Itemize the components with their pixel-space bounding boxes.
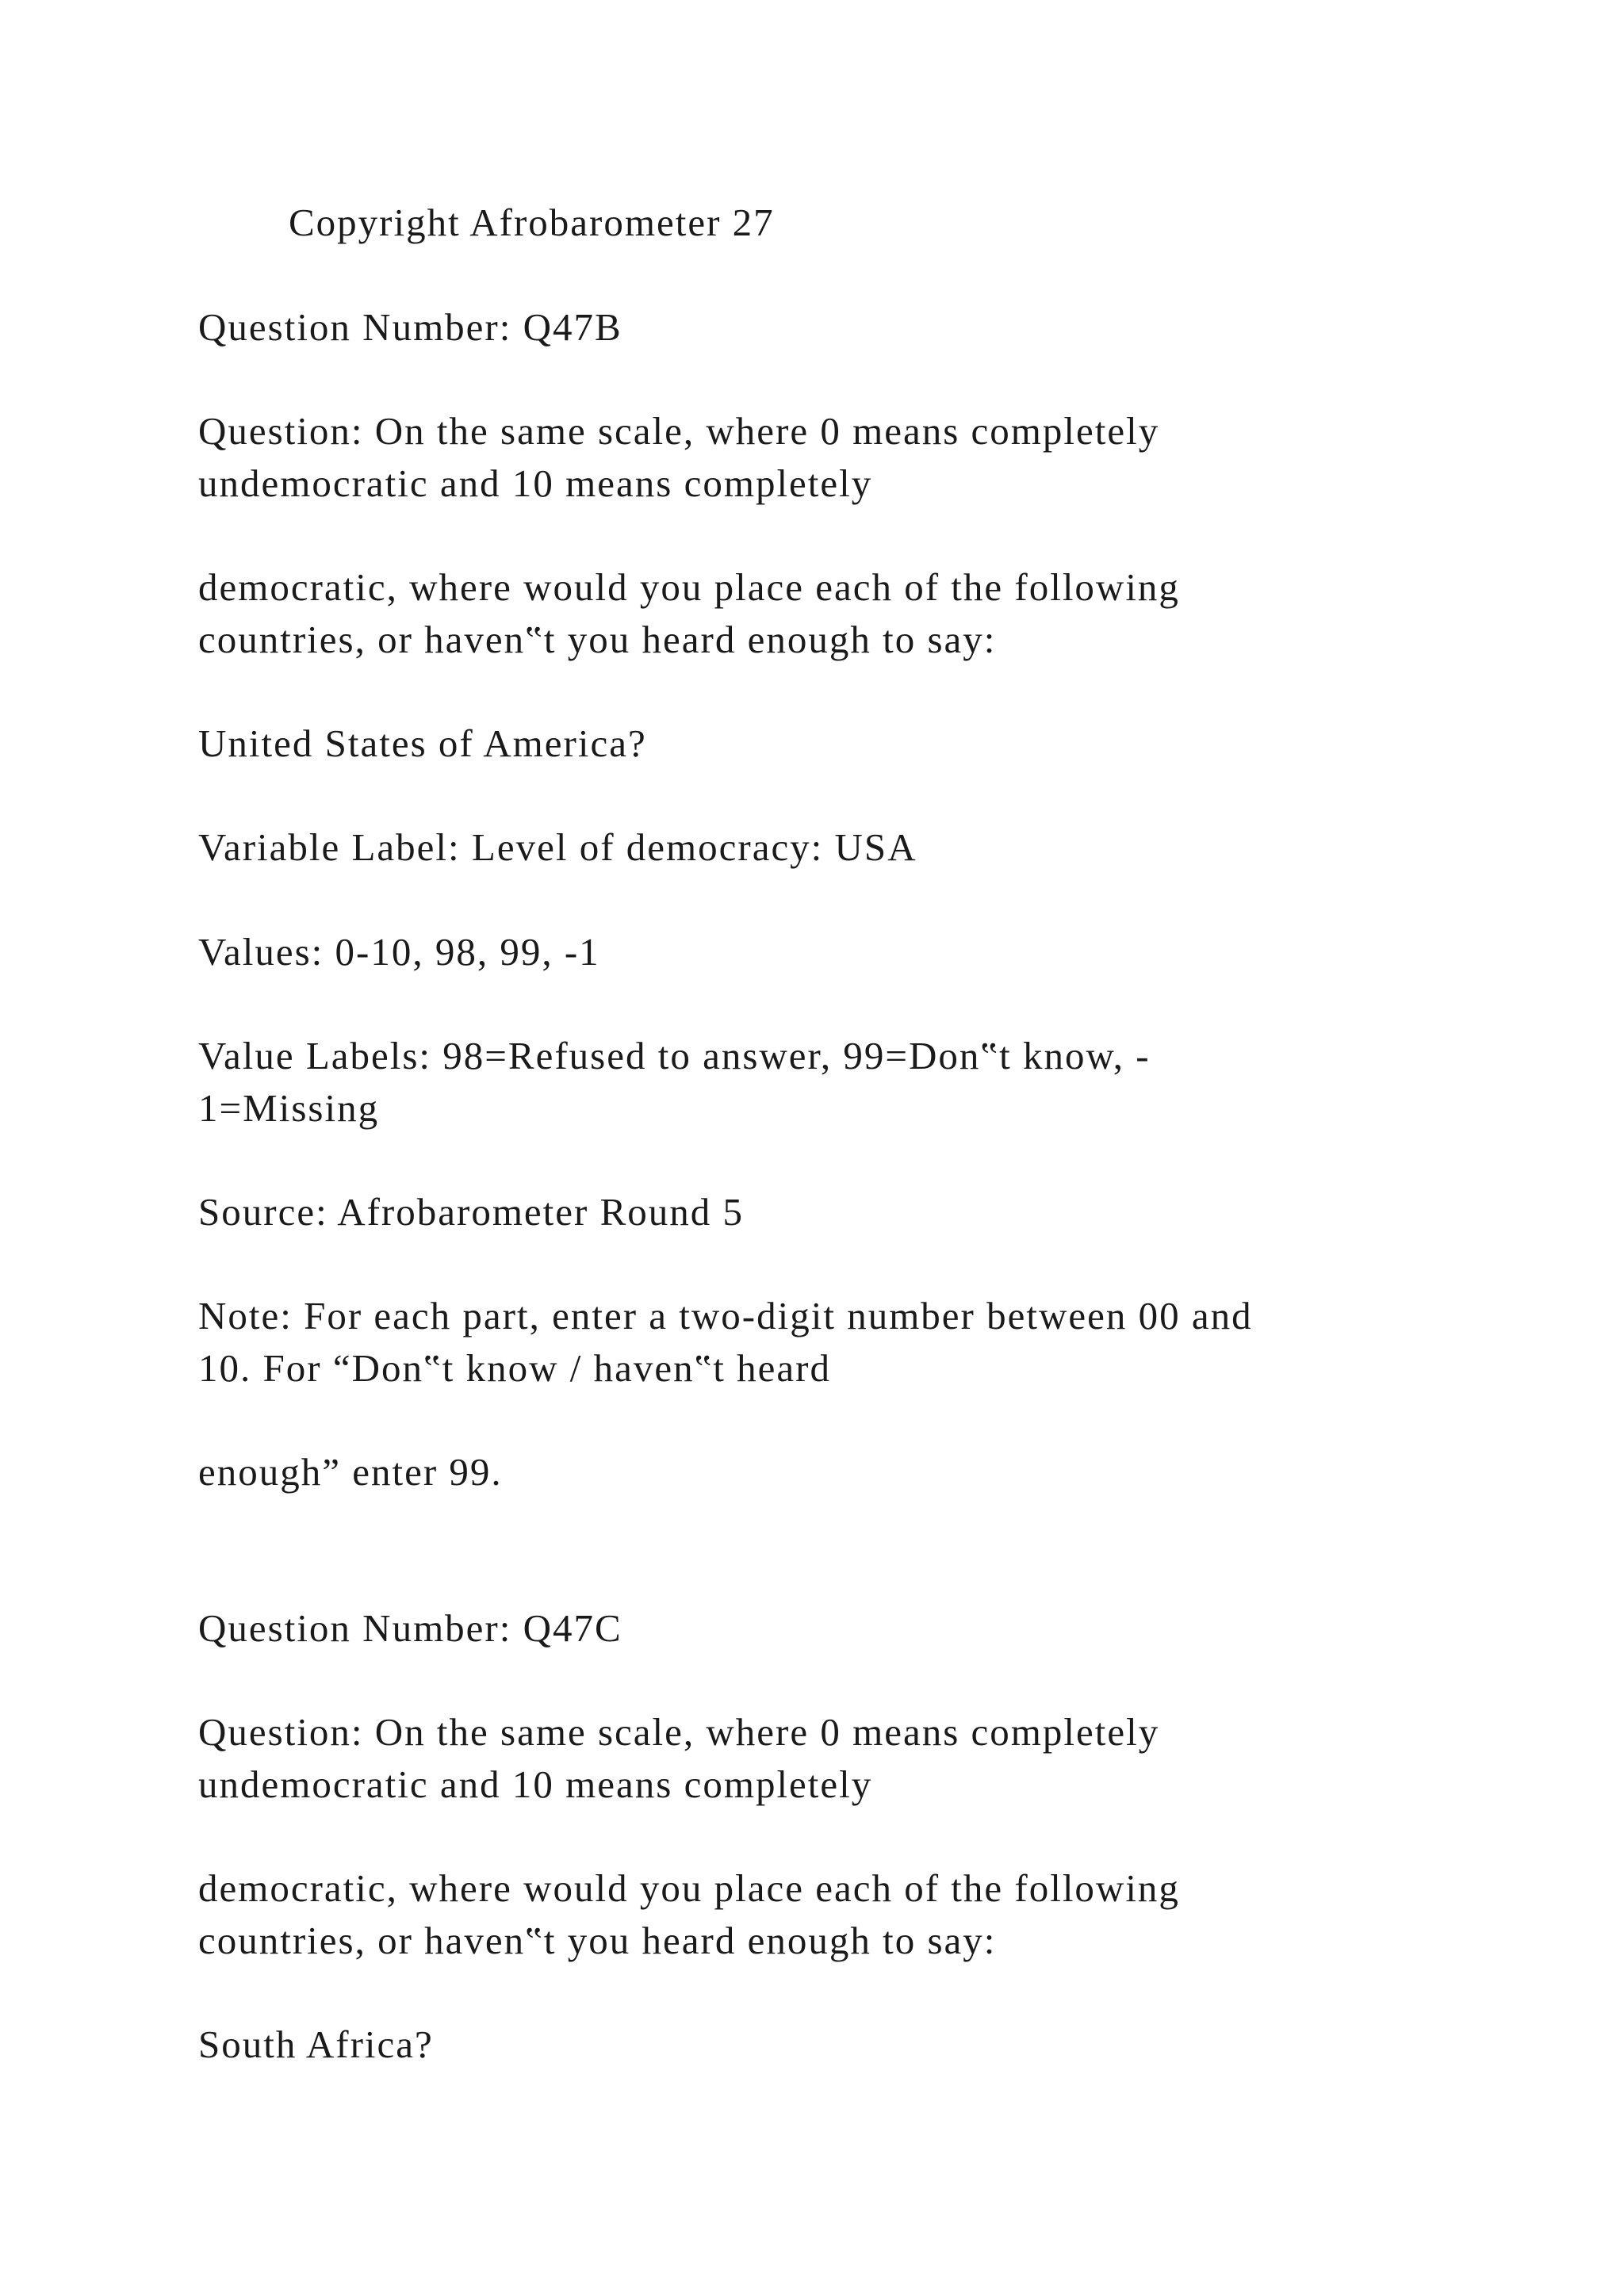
question-number-q47b: Question Number: Q47B	[198, 305, 622, 349]
value-labels-line: 1=Missing	[198, 1086, 380, 1130]
question-text-line: democratic, where would you place each of the following	[198, 1866, 1180, 1910]
variable-label: Variable Label: Level of democracy: USA	[198, 825, 917, 869]
note-line: enough” enter 99.	[198, 1450, 503, 1494]
values-line: Values: 0-10, 98, 99, -1	[198, 930, 600, 974]
question-text-line: countries, or haven‟t you heard enough to say:	[198, 1919, 997, 1962]
question-text-line: countries, or haven‟t you heard enough to say:	[198, 618, 997, 661]
source-line: Source: Afrobarometer Round 5	[198, 1190, 745, 1234]
note-line: 10. For “Don‟t know / haven‟t heard	[198, 1346, 831, 1390]
question-text-line: Question: On the same scale, where 0 means completely	[198, 409, 1160, 453]
question-text-line: undemocratic and 10 means completely	[198, 1762, 873, 1806]
question-country-line: South Africa?	[198, 2022, 434, 2066]
question-text-line: democratic, where would you place each of the following	[198, 565, 1180, 609]
question-text-line: undemocratic and 10 means completely	[198, 461, 873, 505]
page-header: Copyright Afrobarometer 27	[289, 201, 775, 244]
note-line: Note: For each part, enter a two-digit number between 00 and	[198, 1294, 1253, 1337]
question-text-line: Question: On the same scale, where 0 means completely	[198, 1710, 1160, 1754]
question-number-q47c: Question Number: Q47C	[198, 1606, 622, 1650]
question-country-line: United States of America?	[198, 721, 647, 765]
value-labels-line: Value Labels: 98=Refused to answer, 99=Don‟t know, -	[198, 1034, 1151, 1077]
